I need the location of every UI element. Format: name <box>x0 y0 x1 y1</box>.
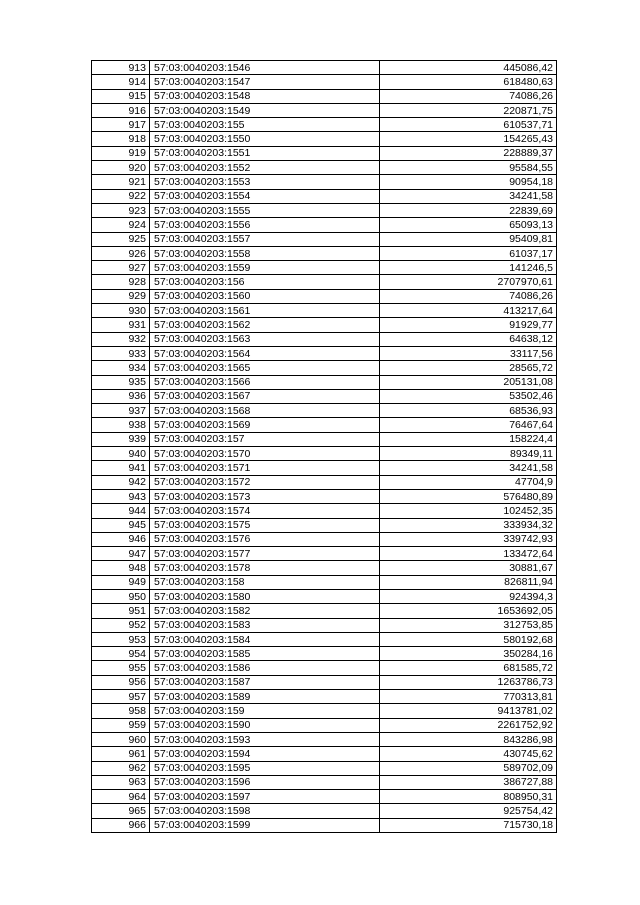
cadastral-number-cell: 57:03:0040203:156 <box>150 275 380 289</box>
row-number-cell: 916 <box>92 103 150 117</box>
cadastral-value-cell: 74086,26 <box>380 89 557 103</box>
row-number-cell: 947 <box>92 547 150 561</box>
table-row <box>92 704 557 718</box>
cadastral-value-cell: 826811,94 <box>380 575 557 589</box>
table-row <box>92 103 557 117</box>
row-number-cell: 933 <box>92 346 150 360</box>
cadastral-number-cell: 57:03:0040203:1584 <box>150 632 380 646</box>
row-number-cell: 965 <box>92 804 150 818</box>
cadastral-value-cell: 580192,68 <box>380 632 557 646</box>
cadastral-value-cell: 228889,37 <box>380 146 557 160</box>
row-number-cell: 926 <box>92 246 150 260</box>
row-number-cell: 936 <box>92 389 150 403</box>
row-number-cell: 932 <box>92 332 150 346</box>
cadastral-number-cell: 57:03:0040203:1573 <box>150 489 380 503</box>
cadastral-value-cell: 47704,9 <box>380 475 557 489</box>
cadastral-value-cell: 333934,32 <box>380 518 557 532</box>
cadastral-number-cell: 57:03:0040203:1580 <box>150 589 380 603</box>
cadastral-value-cell: 808950,31 <box>380 790 557 804</box>
table-row <box>92 61 557 75</box>
table-row <box>92 261 557 275</box>
cadastral-number-cell: 57:03:0040203:158 <box>150 575 380 589</box>
row-number-cell: 920 <box>92 161 150 175</box>
cadastral-value-cell: 28565,72 <box>380 361 557 375</box>
cadastral-value-cell: 89349,11 <box>380 447 557 461</box>
table-row <box>92 389 557 403</box>
cadastral-number-cell: 57:03:0040203:1558 <box>150 246 380 260</box>
cadastral-number-cell: 57:03:0040203:159 <box>150 704 380 718</box>
row-number-cell: 949 <box>92 575 150 589</box>
row-number-cell: 966 <box>92 818 150 832</box>
cadastral-value-cell: 843286,98 <box>380 732 557 746</box>
table-row <box>92 532 557 546</box>
row-number-cell: 927 <box>92 261 150 275</box>
cadastral-value-cell: 158224,4 <box>380 432 557 446</box>
row-number-cell: 948 <box>92 561 150 575</box>
table-row <box>92 75 557 89</box>
row-number-cell: 946 <box>92 532 150 546</box>
row-number-cell: 961 <box>92 747 150 761</box>
cadastral-value-cell: 770313,81 <box>380 690 557 704</box>
table-row <box>92 632 557 646</box>
row-number-cell: 925 <box>92 232 150 246</box>
row-number-cell: 963 <box>92 775 150 789</box>
cadastral-number-cell: 57:03:0040203:1595 <box>150 761 380 775</box>
cadastral-number-cell: 57:03:0040203:1585 <box>150 647 380 661</box>
row-number-cell: 913 <box>92 61 150 75</box>
cadastral-number-cell: 57:03:0040203:1552 <box>150 161 380 175</box>
cadastral-value-cell: 95409,81 <box>380 232 557 246</box>
cadastral-number-cell: 57:03:0040203:1549 <box>150 103 380 117</box>
row-number-cell: 964 <box>92 790 150 804</box>
cadastral-number-cell: 57:03:0040203:1569 <box>150 418 380 432</box>
cadastral-value-cell: 76467,64 <box>380 418 557 432</box>
table-row <box>92 647 557 661</box>
cadastral-number-cell: 57:03:0040203:1582 <box>150 604 380 618</box>
row-number-cell: 937 <box>92 404 150 418</box>
cadastral-number-cell: 57:03:0040203:157 <box>150 432 380 446</box>
table-row <box>92 518 557 532</box>
row-number-cell: 954 <box>92 647 150 661</box>
cadastral-number-cell: 57:03:0040203:1574 <box>150 504 380 518</box>
cadastral-value-cell: 312753,85 <box>380 618 557 632</box>
table-row <box>92 189 557 203</box>
cadastral-number-cell: 57:03:0040203:1586 <box>150 661 380 675</box>
table-row <box>92 361 557 375</box>
table-row <box>92 790 557 804</box>
table-row <box>92 332 557 346</box>
cadastral-number-cell: 57:03:0040203:1590 <box>150 718 380 732</box>
table-row <box>92 346 557 360</box>
cadastral-number-cell: 57:03:0040203:1589 <box>150 690 380 704</box>
row-number-cell: 956 <box>92 675 150 689</box>
cadastral-number-cell: 57:03:0040203:1599 <box>150 818 380 832</box>
cadastral-value-cell: 205131,08 <box>380 375 557 389</box>
cadastral-value-cell: 22839,69 <box>380 203 557 217</box>
table-row <box>92 489 557 503</box>
cadastral-value-cell: 9413781,02 <box>380 704 557 718</box>
row-number-cell: 934 <box>92 361 150 375</box>
row-number-cell: 952 <box>92 618 150 632</box>
table-row <box>92 404 557 418</box>
table-row <box>92 575 557 589</box>
table-row <box>92 175 557 189</box>
cadastral-number-cell: 57:03:0040203:1568 <box>150 404 380 418</box>
cadastral-number-cell: 57:03:0040203:1551 <box>150 146 380 160</box>
table-row <box>92 418 557 432</box>
cadastral-number-cell: 57:03:0040203:1578 <box>150 561 380 575</box>
table-row <box>92 804 557 818</box>
row-number-cell: 917 <box>92 118 150 132</box>
cadastral-number-cell: 57:03:0040203:1572 <box>150 475 380 489</box>
cadastral-number-cell: 57:03:0040203:1567 <box>150 389 380 403</box>
cadastral-number-cell: 57:03:0040203:1562 <box>150 318 380 332</box>
table-row <box>92 747 557 761</box>
row-number-cell: 955 <box>92 661 150 675</box>
row-number-cell: 918 <box>92 132 150 146</box>
table-row <box>92 618 557 632</box>
cadastral-number-cell: 57:03:0040203:1561 <box>150 304 380 318</box>
cadastral-value-cell: 68536,93 <box>380 404 557 418</box>
row-number-cell: 915 <box>92 89 150 103</box>
cadastral-number-cell: 57:03:0040203:1587 <box>150 675 380 689</box>
table-row <box>92 161 557 175</box>
table-row <box>92 475 557 489</box>
cadastral-number-cell: 57:03:0040203:1598 <box>150 804 380 818</box>
table-row <box>92 589 557 603</box>
table-row <box>92 818 557 832</box>
cadastral-value-cell: 64638,12 <box>380 332 557 346</box>
cadastral-value-cell: 1263786,73 <box>380 675 557 689</box>
cadastral-value-cell: 445086,42 <box>380 61 557 75</box>
cadastral-value-cell: 1653692,05 <box>380 604 557 618</box>
row-number-cell: 944 <box>92 504 150 518</box>
cadastral-value-cell: 90954,18 <box>380 175 557 189</box>
table-row <box>92 89 557 103</box>
cadastral-value-cell: 33117,56 <box>380 346 557 360</box>
cadastral-number-cell: 57:03:0040203:1564 <box>150 346 380 360</box>
row-number-cell: 922 <box>92 189 150 203</box>
cadastral-value-cell: 65093,13 <box>380 218 557 232</box>
row-number-cell: 958 <box>92 704 150 718</box>
row-number-cell: 950 <box>92 589 150 603</box>
cadastral-number-cell: 57:03:0040203:1583 <box>150 618 380 632</box>
table-row <box>92 718 557 732</box>
row-number-cell: 928 <box>92 275 150 289</box>
row-number-cell: 959 <box>92 718 150 732</box>
row-number-cell: 938 <box>92 418 150 432</box>
row-number-cell: 929 <box>92 289 150 303</box>
row-number-cell: 930 <box>92 304 150 318</box>
row-number-cell: 951 <box>92 604 150 618</box>
table-row <box>92 203 557 217</box>
cadastral-value-cell: 681585,72 <box>380 661 557 675</box>
row-number-cell: 941 <box>92 461 150 475</box>
cadastral-value-cell: 133472,64 <box>380 547 557 561</box>
cadastral-number-cell: 57:03:0040203:1593 <box>150 732 380 746</box>
table-row <box>92 661 557 675</box>
table-row <box>92 461 557 475</box>
table-row <box>92 318 557 332</box>
cadastral-number-cell: 57:03:0040203:1547 <box>150 75 380 89</box>
table-row <box>92 504 557 518</box>
cadastral-number-cell: 57:03:0040203:1555 <box>150 203 380 217</box>
cadastral-value-cell: 30881,67 <box>380 561 557 575</box>
table-row <box>92 690 557 704</box>
cadastral-number-cell: 57:03:0040203:1594 <box>150 747 380 761</box>
cadastral-value-cell: 925754,42 <box>380 804 557 818</box>
cadastral-value-cell: 95584,55 <box>380 161 557 175</box>
cadastral-value-cell: 34241,58 <box>380 189 557 203</box>
cadastral-value-cell: 610537,71 <box>380 118 557 132</box>
cadastral-number-cell: 57:03:0040203:1565 <box>150 361 380 375</box>
cadastral-value-cell: 102452,35 <box>380 504 557 518</box>
cadastral-value-table <box>91 60 557 833</box>
cadastral-value-cell: 413217,64 <box>380 304 557 318</box>
table-row <box>92 118 557 132</box>
cadastral-value-cell: 34241,58 <box>380 461 557 475</box>
row-number-cell: 935 <box>92 375 150 389</box>
row-number-cell: 939 <box>92 432 150 446</box>
row-number-cell: 923 <box>92 203 150 217</box>
cadastral-number-cell: 57:03:0040203:1596 <box>150 775 380 789</box>
cadastral-number-cell: 57:03:0040203:1550 <box>150 132 380 146</box>
cadastral-number-cell: 57:03:0040203:1576 <box>150 532 380 546</box>
table-row <box>92 547 557 561</box>
cadastral-value-cell: 430745,62 <box>380 747 557 761</box>
table-row <box>92 561 557 575</box>
row-number-cell: 957 <box>92 690 150 704</box>
cadastral-value-cell: 339742,93 <box>380 532 557 546</box>
cadastral-number-cell: 57:03:0040203:1546 <box>150 61 380 75</box>
cadastral-number-cell: 57:03:0040203:1554 <box>150 189 380 203</box>
table-row <box>92 246 557 260</box>
cadastral-value-cell: 924394,3 <box>380 589 557 603</box>
row-number-cell: 942 <box>92 475 150 489</box>
row-number-cell: 945 <box>92 518 150 532</box>
cadastral-number-cell: 57:03:0040203:1571 <box>150 461 380 475</box>
cadastral-value-cell: 2707970,61 <box>380 275 557 289</box>
row-number-cell: 919 <box>92 146 150 160</box>
table-row <box>92 732 557 746</box>
row-number-cell: 953 <box>92 632 150 646</box>
cadastral-number-cell: 57:03:0040203:1570 <box>150 447 380 461</box>
table-row <box>92 375 557 389</box>
row-number-cell: 914 <box>92 75 150 89</box>
row-number-cell: 962 <box>92 761 150 775</box>
cadastral-value-cell: 618480,63 <box>380 75 557 89</box>
cadastral-number-cell: 57:03:0040203:1566 <box>150 375 380 389</box>
cadastral-number-cell: 57:03:0040203:1557 <box>150 232 380 246</box>
cadastral-value-cell: 220871,75 <box>380 103 557 117</box>
cadastral-value-cell: 154265,43 <box>380 132 557 146</box>
cadastral-number-cell: 57:03:0040203:1577 <box>150 547 380 561</box>
cadastral-number-cell: 57:03:0040203:1556 <box>150 218 380 232</box>
table-row <box>92 675 557 689</box>
table-row <box>92 432 557 446</box>
cadastral-value-cell: 715730,18 <box>380 818 557 832</box>
table-row <box>92 775 557 789</box>
table-row <box>92 232 557 246</box>
table-body <box>92 61 557 833</box>
table-row <box>92 146 557 160</box>
document-page <box>91 60 556 833</box>
table-row <box>92 447 557 461</box>
cadastral-number-cell: 57:03:0040203:155 <box>150 118 380 132</box>
row-number-cell: 943 <box>92 489 150 503</box>
cadastral-number-cell: 57:03:0040203:1553 <box>150 175 380 189</box>
cadastral-value-cell: 53502,46 <box>380 389 557 403</box>
cadastral-number-cell: 57:03:0040203:1560 <box>150 289 380 303</box>
table-row <box>92 218 557 232</box>
cadastral-number-cell: 57:03:0040203:1559 <box>150 261 380 275</box>
cadastral-number-cell: 57:03:0040203:1563 <box>150 332 380 346</box>
table-row <box>92 275 557 289</box>
table-row <box>92 132 557 146</box>
table-row <box>92 761 557 775</box>
cadastral-value-cell: 2261752,92 <box>380 718 557 732</box>
cadastral-value-cell: 589702,09 <box>380 761 557 775</box>
row-number-cell: 924 <box>92 218 150 232</box>
cadastral-number-cell: 57:03:0040203:1575 <box>150 518 380 532</box>
table-row <box>92 304 557 318</box>
cadastral-value-cell: 74086,26 <box>380 289 557 303</box>
row-number-cell: 940 <box>92 447 150 461</box>
cadastral-value-cell: 576480,89 <box>380 489 557 503</box>
row-number-cell: 921 <box>92 175 150 189</box>
cadastral-number-cell: 57:03:0040203:1597 <box>150 790 380 804</box>
cadastral-value-cell: 61037,17 <box>380 246 557 260</box>
row-number-cell: 931 <box>92 318 150 332</box>
cadastral-number-cell: 57:03:0040203:1548 <box>150 89 380 103</box>
table-row <box>92 604 557 618</box>
table-row <box>92 289 557 303</box>
cadastral-value-cell: 141246,5 <box>380 261 557 275</box>
row-number-cell: 960 <box>92 732 150 746</box>
cadastral-value-cell: 91929,77 <box>380 318 557 332</box>
cadastral-value-cell: 350284,16 <box>380 647 557 661</box>
cadastral-value-cell: 386727,88 <box>380 775 557 789</box>
